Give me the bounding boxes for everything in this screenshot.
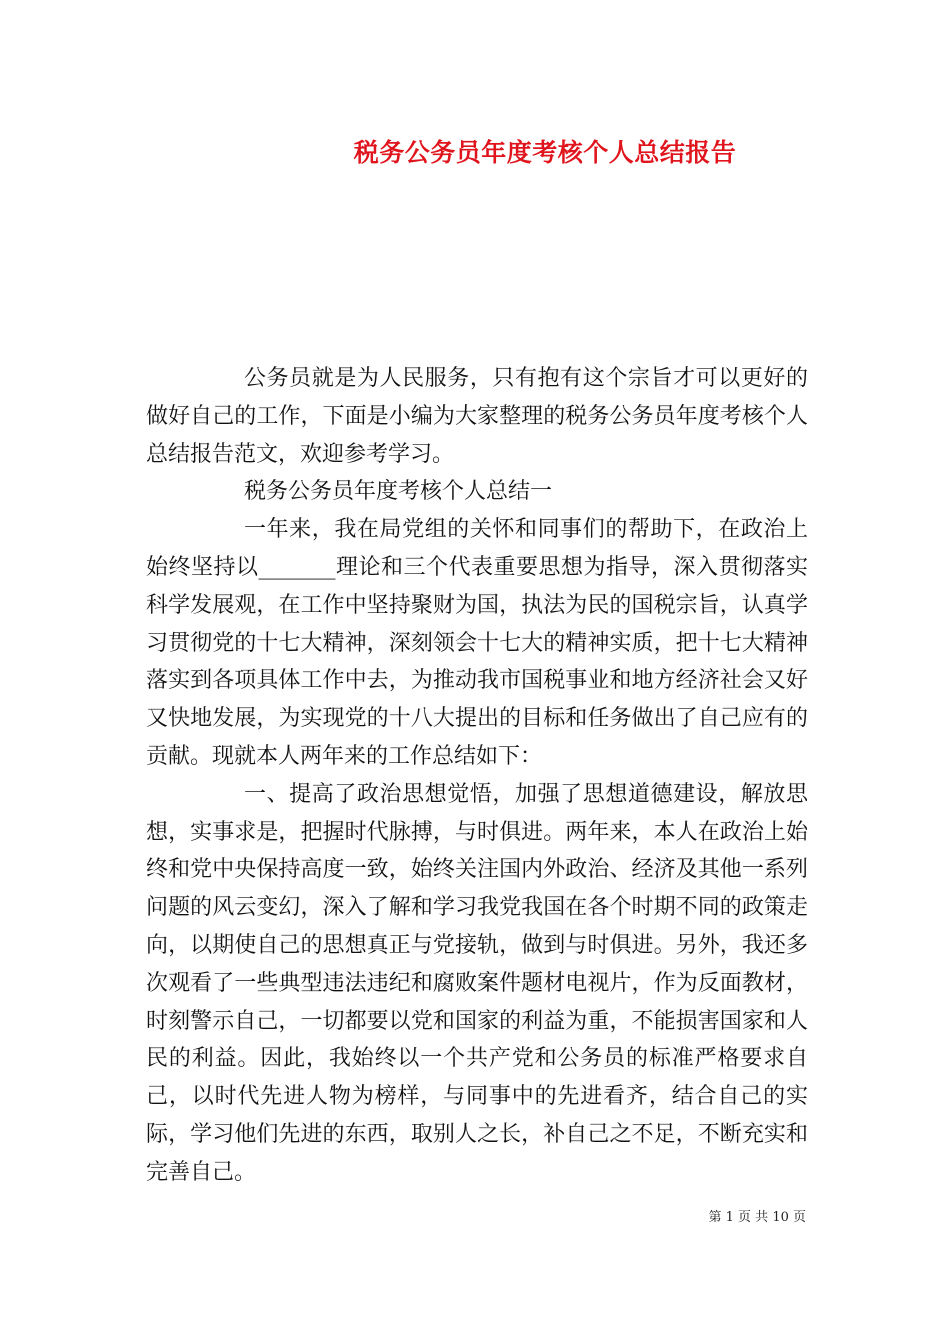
body-paragraph: 一、提高了政治思想觉悟，加强了思想道德建设，解放思想，实事求是，把握时代脉搏，与时俱进。两年来，本人在政治上始终和党中央保持高度一致，始终关注国内外政治、经济及其他一系列问题的风云变幻，深入了解和学习我党我国在各个时期不同的政策走向，以期使自己的思想真正与党接轨，做到与时俱进。另外，我还多次观看了一些典型违法违纪和腐败案件题材电视片，作为反面教材，时刻警示自己，一切都要以党和国家的利益为重，不能损害国家和人民的利益。因此，我始终以一个共产党和公务员的标准严格要求自己，以时代先进人物为榜样，与同事中的先进看齐，结合自己的实际，学习他们先进的东西，取别人之长，补自己之不足，不断充实和完善自己。 [146,781,808,1185]
section-heading: 税务公务员年度考核个人总结一 [244,479,553,505]
body-paragraph: 一年来，我在局党组的关怀和同事们的帮助下，在政治上始终坚持以_______理论和三个代表重要思想为指导，深入贯彻落实科学发展观，在工作中坚持聚财为国，执法为民的国税宗旨，认真学习贯彻党的十七大精神，深刻领会十七大的精神实质，把十七大精神落实到各项具体工作中去，为推动我市国税事业和地方经济社会又好又快地发展，为实现党的十八大提出的目标和任务做出了自己应有的贡献。现就本人两年来的工作总结如下： [146,517,808,769]
document-title: 税务公务员年度考核个人总结报告 [353,138,737,167]
intro-paragraph: 公务员就是为人民服务，只有抱有这个宗旨才可以更好的做好自己的工作，下面是小编为大家整理的税务公务员年度考核个人总结报告范文，欢迎参考学习。 [146,366,808,467]
document-body [146,360,808,1192]
page-number: 第 1 页 共 10 页 [708,1210,806,1225]
